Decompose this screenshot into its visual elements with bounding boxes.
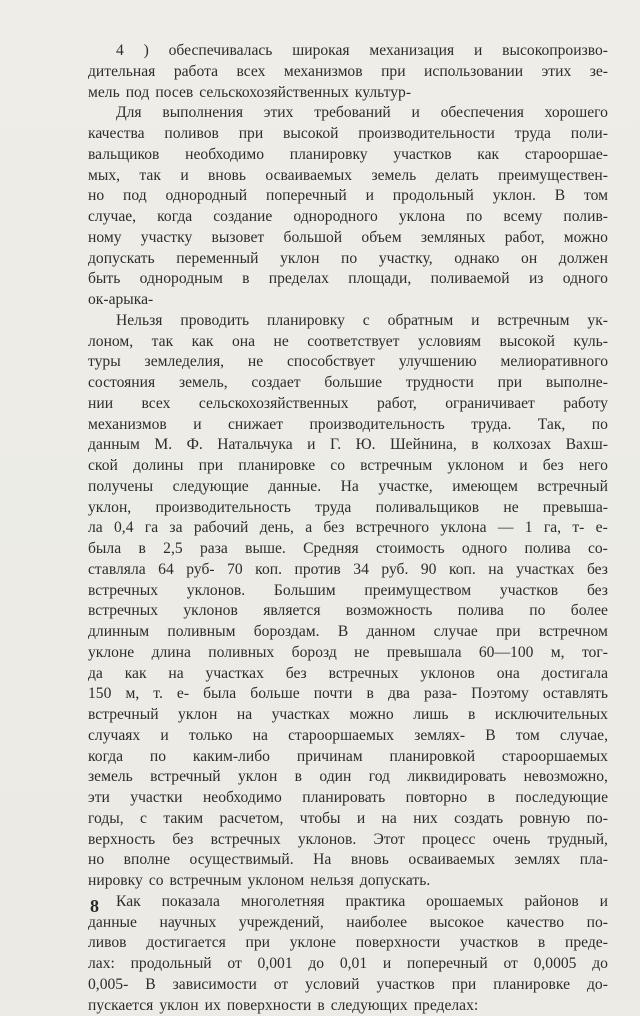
text-line: верхность без встречных уклонов. Этот процесс очень трудный, <box>88 830 608 851</box>
text-line: ской долины при планировке со встречным уклоном и без него <box>88 456 608 477</box>
text-line: Как показала многолетняя практика орошаемых районов и <box>88 892 608 913</box>
text-line: длинным поливным бороздам. В данном случае при встречном <box>88 622 608 643</box>
text-line: ла 0,4 га за рабочий день, а без встречного уклона — 1 га, т- е- <box>88 518 608 539</box>
text-line: да как на участках без встречных уклонов она достигала <box>88 664 608 685</box>
text-line: пускается уклон их поверхности в следующих пределах: <box>88 996 608 1016</box>
paragraph <box>88 892 608 1016</box>
text-line: уклон, производительность труда поливальщиков не превыша- <box>88 498 608 519</box>
text-line: случаях и только на старооршаемых землях- В том случае, <box>88 726 608 747</box>
text-line: состояния земель, создает большие трудности при выполне- <box>88 373 608 394</box>
text-line: качества поливов при высокой производительности труда поли- <box>88 124 608 145</box>
text-line: была в 2,5 раза выше. Средняя стоимость одного полива со- <box>88 539 608 560</box>
text-line: но под однородный поперечный и продольный уклон. В том <box>88 186 608 207</box>
text-line: ному участку вызовет большой объем земляных работ, можно <box>88 228 608 249</box>
paragraph <box>88 311 608 892</box>
text-line: Для выполнения этих требований и обеспечения хорошего <box>88 103 608 124</box>
page-number: 8 <box>90 896 99 917</box>
text-line: годы, с таким расчетом, чтобы и на них создать ровную по- <box>88 809 608 830</box>
text-line: нии всех сельскохозяйственных работ, ограничивает работу <box>88 394 608 415</box>
text-line: туры земледелия, не способствует улучшению мелиоративного <box>88 352 608 373</box>
paragraph <box>88 103 608 311</box>
text-line: мель под посев сельскохозяйственных культур- <box>88 83 608 104</box>
text-line: земель встречный уклон в один год ликвидировать невозможно, <box>88 767 608 788</box>
text-line: данные научных учреждений, наиболее высокое качество по- <box>88 913 608 934</box>
text-line: Нельзя проводить планировку с обратным и встречным ук- <box>88 311 608 332</box>
text-line: ливов достигается при уклоне поверхности участков в преде- <box>88 933 608 954</box>
text-line: мых, так и вновь осваиваемых земель делать преимуществен- <box>88 166 608 187</box>
text-line: 0,005- В зависимости от условий участков при планировке до- <box>88 975 608 996</box>
text-line: лоном, так как она не соответствует условиям высокой куль- <box>88 332 608 353</box>
text-line: встречных уклонов. Большим преимуществом участков без <box>88 581 608 602</box>
text-line: 150 м, т. е- была больше почти в два раза- Поэтому оставлять <box>88 684 608 705</box>
text-line: встречный уклон на участках можно лишь в исключительных <box>88 705 608 726</box>
text-line: ок-арыка- <box>88 290 608 311</box>
text-line: встречных уклонов является возможность полива по более <box>88 601 608 622</box>
text-line: уклоне длина поливных борозд не превышала 60—100 м, тог- <box>88 643 608 664</box>
body-text <box>88 41 608 1016</box>
text-line: механизмов и снижает производительность труда. Так, по <box>88 415 608 436</box>
text-line: дительная работа всех механизмов при использовании этих зе- <box>88 62 608 83</box>
text-line: ставляла 64 руб- 70 коп. против 34 руб. 90 коп. на участках без <box>88 560 608 581</box>
text-line: нировку со встречным уклоном нельзя допускать. <box>88 871 608 892</box>
text-line: когда по каким-либо причинам планировкой старооршаемых <box>88 747 608 768</box>
text-line: случае, когда создание однородного уклона по всему полив- <box>88 207 608 228</box>
text-line: но вполне осуществимый. На вновь осваиваемых землях пла- <box>88 850 608 871</box>
text-line: эти участки необходимо планировать повторно в последующие <box>88 788 608 809</box>
text-line: допускать переменный уклон по участку, однако он должен <box>88 249 608 270</box>
text-line: получены следующие данные. На участке, имеющем встречный <box>88 477 608 498</box>
text-line: вальщиков необходимо планировку участков как старооршае- <box>88 145 608 166</box>
text-line: 4 ) обеспечивалась широкая механизация и высокопроизво- <box>88 41 608 62</box>
text-line: быть однородным в пределах площади, поливаемой из одного <box>88 269 608 290</box>
paragraph <box>88 41 608 103</box>
text-line: лах: продольный от 0,001 до 0,01 и поперечный от 0,0005 до <box>88 954 608 975</box>
text-line: данным М. Ф. Натальчука и Г. Ю. Шейнина, в колхозах Вахш- <box>88 435 608 456</box>
